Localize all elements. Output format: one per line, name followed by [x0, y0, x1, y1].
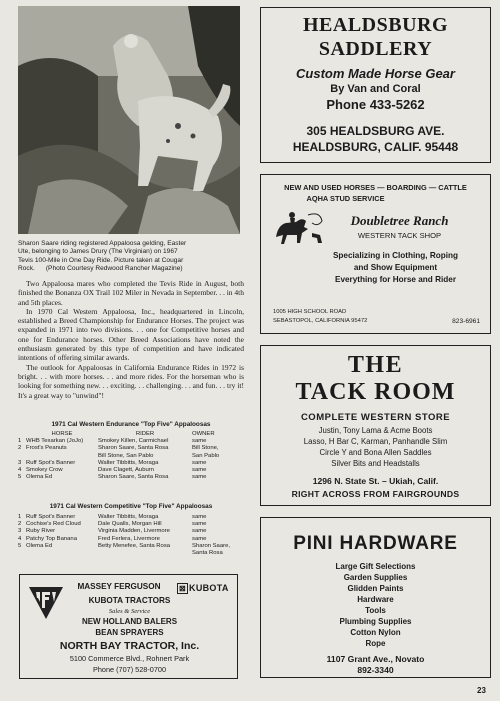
pini-hardware-ad [260, 517, 491, 678]
sales-service-line: Sales & Service [108, 608, 151, 615]
photo-caption [18, 240, 244, 274]
company-address: 5100 Commerce Blvd., Rohnert Park [69, 654, 190, 663]
ad-brands-line: Circle Y and Bona Allen Saddles [319, 448, 432, 457]
owner-cell: same [192, 528, 207, 535]
owner-cell: same [192, 474, 207, 481]
rank-cell: 2 [18, 445, 22, 452]
rank-cell: 4 [18, 467, 22, 474]
ad-title-line: SADDLERY [318, 38, 433, 60]
rider-cell: Dale Qualls, Morgan Hill [98, 521, 162, 528]
ad-item: Tools [365, 606, 386, 615]
horse-cell: Ruff Spot's Banner [26, 514, 76, 520]
ranch-name: Doubletree Ranch [350, 213, 449, 228]
caption-line: Sharon Saare riding registered Appaloosa gelding, Easter [18, 240, 187, 247]
rider-cell: Dave Clagett, Auburn [98, 467, 154, 474]
horse-cell [26, 453, 98, 460]
horse-cell: Ruff Spot's Banner [26, 459, 76, 466]
kubota-tractors-line: KUBOTA TRACTORS [88, 596, 171, 605]
column-header: RIDER [135, 431, 155, 437]
ad-phone: Phone 433-5262 [326, 97, 425, 112]
ad-title-line: THE [347, 352, 404, 378]
ad-services-line: NEW AND USED HORSES — BOARDING — CATTLE [284, 183, 467, 192]
ad-brands-line: Silver Bits and Headstalls [331, 459, 420, 468]
owner-cell: same [192, 514, 207, 520]
ad-location-note: RIGHT ACROSS FROM FAIRGROUNDS [291, 489, 460, 499]
horse-cell: Patchy Top Banana [26, 535, 77, 542]
ad-subtitle: COMPLETE WESTERN STORE [300, 412, 451, 423]
caption-line: Tevis 100-Mile in One Day Ride. Picture taken at Cougar [18, 256, 184, 264]
ad-item: Rope [365, 639, 386, 648]
ad-title: PINI HARDWARE [293, 533, 458, 554]
article-paragraph: The outlook for Appaloosas in California Endurance Rides in 1972 is bright. . . with more horses. . . and more rides. For the horseman who is looking for something new. . . exciting. . . challenging. . . and fun. . . try it! It's a great way to "unwind"! [18, 362, 244, 400]
ad-item: Plumbing Supplies [339, 617, 412, 626]
rank-cell: 1 [18, 514, 22, 520]
article-paragraph: Two Appaloosa mares who completed the Tevis Ride in August, both finished the Bonanza OX Trail 102 Miler in Nevada in September. . . in 4th and 5th places. [18, 279, 245, 307]
table-header-row [18, 431, 244, 438]
rank-cell: 5 [18, 474, 22, 481]
competitive-table [18, 514, 244, 557]
ranch-phone: 823-6961 [452, 318, 480, 325]
kubota-logo [177, 583, 229, 594]
rider-cell: Smokey Killen, Carmichael [98, 438, 169, 445]
ad-address: 1296 N. State St. – Ukiah, Calif. [312, 476, 439, 486]
horse-cell: Olema Ed [26, 542, 53, 549]
ad-item: Large Gift Selections [335, 562, 416, 571]
rank-cell: 2 [18, 521, 22, 528]
massey-ferguson-line: MASSEY FERGUSON [77, 582, 161, 591]
page-number: 23 [477, 686, 486, 695]
horse-cell: Ruby River [26, 528, 56, 535]
horse-cell: Olema Ed [26, 474, 53, 481]
owner-cell: same [192, 521, 207, 528]
ad-item: Hardware [357, 595, 394, 604]
ad-brands-line: Lasso, H Bar C, Karman, Panhandle Slim [303, 437, 448, 446]
ranch-city: SEBASTOPOL, CALIFORNIA 95472 [273, 318, 368, 324]
owner-cell: same [192, 438, 207, 445]
column-header: OWNER [192, 431, 215, 437]
table-row [18, 474, 244, 481]
rank-cell: 4 [18, 535, 22, 542]
ad-specialty-line: Everything for Horse and Rider [334, 275, 457, 284]
caption-line: Rock. (Photo Courtesy Redwood Rancher Magazine) [18, 265, 183, 273]
rider-cell: Sharon Saare, Santa Rosa [98, 445, 169, 452]
owner-cell: Bill Stone, [192, 445, 219, 452]
rank-cell: 3 [18, 459, 22, 466]
table-row [18, 453, 244, 460]
tack-shop-line: WESTERN TACK SHOP [357, 231, 442, 240]
ad-brands-line: Justin, Tony Lama & Acme Boots [318, 426, 433, 435]
owner-cell: San Pablo [192, 452, 220, 459]
rank-cell: 1 [18, 438, 22, 445]
kubota-wordmark: KUBOTA [189, 583, 229, 593]
column-header: HORSE [51, 431, 73, 437]
rank-cell: 3 [18, 528, 22, 535]
rider-cell: Betty Menefee, Santa Rosa [98, 542, 171, 549]
ad-address: 305 HEALDSBURG AVE. [306, 124, 445, 138]
table-row [18, 536, 244, 543]
ad-specialty-line: and Show Equipment [353, 263, 438, 272]
rider-cell: Sharon Saare, Santa Rosa [98, 474, 169, 481]
kubota-mark-icon: ⊠ [179, 584, 187, 593]
caption-line: Ute, belonging to James Drury (The Virginian) on 1967 [18, 248, 178, 256]
rank-cell: 5 [18, 542, 22, 549]
competitive-table-title: 1971 Cal Western Competitive "Top Five" Appaloosas [49, 503, 213, 510]
north-bay-tractor-ad [19, 574, 238, 679]
endurance-table [18, 431, 244, 481]
horse-cell: Smokey Crow [26, 467, 63, 474]
ad-owners: By Van and Coral [330, 83, 421, 95]
ad-stud-line: AQHA STUD SERVICE [306, 194, 385, 203]
tack-room-ad [260, 345, 491, 506]
table-row [18, 550, 244, 557]
ad-item: Garden Supplies [343, 573, 408, 582]
owner-cell: Sharon Saare, [192, 542, 230, 549]
horse-cell: WHB Texarkan (JoJo) [26, 438, 84, 445]
ad-tagline: Custom Made Horse Gear [296, 66, 455, 81]
rider-cell [98, 550, 192, 557]
article-body [18, 279, 244, 400]
ad-title-line: TACK ROOM [295, 379, 456, 405]
rider-cell: Bill Stone, San Pablo [98, 452, 154, 459]
ad-phone: 892-3340 [357, 665, 394, 675]
rider-cell: Fred Ferlera, Livermore [98, 535, 160, 542]
rank-cell [18, 453, 26, 460]
healdsburg-saddlery-ad [260, 7, 491, 163]
ad-item: Glidden Paints [347, 584, 404, 593]
article-paragraph: In 1970 Cal Western Appaloosa, Inc., headquartered in Lincoln, established a Breed Championship for Endurance Horses. The project was expanded in 1971 into two divisions. . . one for Competitive horses and one for Endurance horses. Other Breed Associations have noted the enthusiasm generated by this type of competition and have indicated intentions of offering similar awards. [18, 306, 244, 363]
new-holland-line: NEW HOLLAND BALERS [81, 617, 178, 626]
company-name: NORTH BAY TRACTOR, Inc. [59, 640, 200, 652]
owner-cell: Santa Rosa [192, 550, 223, 557]
table-row [18, 438, 244, 445]
horse-cell: Frost's Peanuts [26, 445, 67, 452]
owner-cell: same [192, 535, 207, 542]
company-phone: Phone (707) 528-0700 [92, 665, 167, 674]
doubletree-ranch-ad [260, 174, 491, 334]
ranch-street: 1005 HIGH SCHOOL ROAD [273, 309, 347, 315]
bean-sprayers-line: BEAN SPRAYERS [95, 628, 164, 637]
table-row [18, 445, 244, 452]
ad-city: HEALDSBURG, CALIF. 95448 [292, 140, 459, 154]
rider-cell: Virginia Madden, Livermore [98, 528, 170, 535]
rank-cell [18, 550, 26, 557]
endurance-table-title: 1971 Cal Western Endurance "Top Five" Appaloosas [51, 421, 211, 428]
table-row [18, 528, 244, 535]
horse-cell: Cochise's Red Cloud [26, 521, 81, 528]
owner-cell: same [192, 459, 207, 466]
owner-cell: same [192, 467, 207, 474]
ad-specialty-line: Specializing in Clothing, Roping [332, 251, 459, 260]
table-row [18, 467, 244, 474]
ad-title-line: HEALDSBURG [302, 14, 449, 36]
horse-cell [26, 550, 98, 557]
rider-cell: Walter Tibbitts, Moraga [98, 459, 159, 466]
table-row [18, 514, 244, 521]
table-row [18, 521, 244, 528]
table-row [18, 543, 244, 550]
rider-cell: Walter Tibbitts, Moraga [98, 514, 159, 520]
ad-item: Cotton Nylon [350, 628, 401, 637]
table-row [18, 460, 244, 467]
ad-address: 1107 Grant Ave., Novato [326, 654, 425, 664]
